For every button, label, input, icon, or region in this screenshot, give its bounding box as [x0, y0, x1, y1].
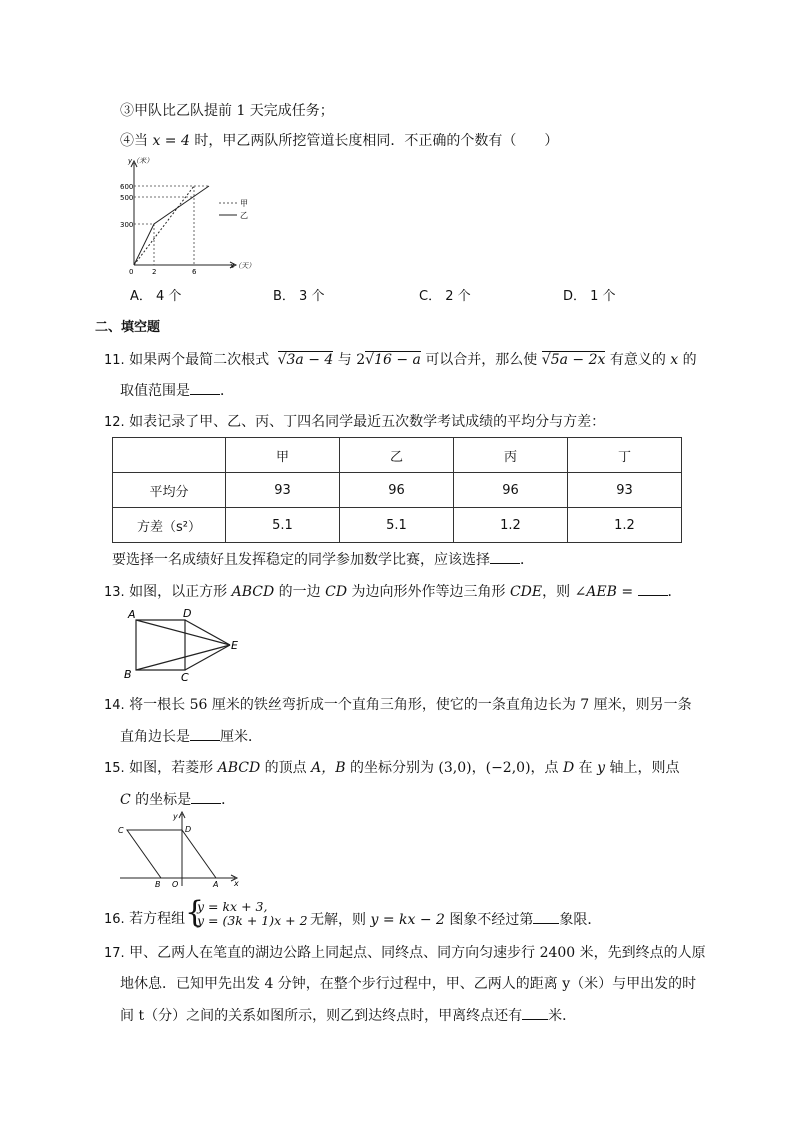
- table-header-cell: 甲: [226, 438, 340, 473]
- q11-text-e: 的: [682, 352, 697, 368]
- q16-text-b: 无解，则: [310, 912, 366, 928]
- q15-line2-a: 的坐标是: [135, 792, 192, 808]
- q15-label-c: C: [118, 826, 124, 835]
- q15-ab: A，B: [311, 760, 346, 776]
- table-cell: 1.2: [454, 508, 568, 543]
- q16-eq-2: y = (3k + 1)x + 2: [197, 913, 308, 928]
- q15-label-b: B: [155, 880, 161, 889]
- q17-number: 17.: [104, 946, 125, 961]
- q13-cde: CDE: [509, 584, 543, 600]
- q13-label-d: D: [183, 607, 192, 620]
- q13-label-a: A: [128, 608, 136, 621]
- q11-text-a: 如果两个最简二次根式: [129, 352, 270, 368]
- q10-legend-jia: 甲: [240, 199, 248, 208]
- table-header-cell: 丁: [568, 438, 682, 473]
- q14-number: 14.: [104, 698, 125, 713]
- q16-func: y = kx − 2: [370, 912, 445, 928]
- q15-c: C: [120, 792, 131, 808]
- q16-line-1: [104, 909, 185, 930]
- q16-answer-blank[interactable]: [533, 909, 559, 924]
- q11-line2-text: 取值范围是: [120, 383, 190, 399]
- q10-ytick-500: 500: [120, 194, 134, 202]
- q10-xtick-2: 2: [152, 268, 157, 276]
- q16-text-d: 象限．: [559, 912, 602, 928]
- q17-line-3: [120, 1005, 576, 1026]
- q11-radical-3: √5a − 2x: [541, 352, 606, 368]
- q17-line-1: [104, 943, 706, 964]
- q15-label-x: x: [234, 879, 239, 888]
- q17-line3-b: 米．: [548, 1008, 577, 1024]
- q15-coords: (3,0)，(−2,0): [438, 760, 531, 776]
- table-row: [113, 473, 682, 508]
- q12-number: 12.: [104, 415, 125, 430]
- q14-line1-text: 将一根长 56 厘米的铁丝弯折成一个直角三角形，使它的一条直角边长为 7 厘米，则另一条: [129, 697, 692, 713]
- q11-var-x: x: [670, 352, 679, 368]
- q10-graph: [112, 155, 272, 277]
- q15-text-d: ，点: [530, 760, 559, 776]
- q13-cd: CD: [325, 584, 348, 600]
- q11-radical-2: √16 − a: [365, 352, 421, 368]
- q15-line-2: C 的坐标是 ．: [120, 789, 235, 810]
- q11-line-1: [104, 350, 697, 371]
- q16-text-a: 若方程组: [129, 911, 186, 927]
- section-title-fill-blank: 二、填空题: [95, 320, 161, 335]
- q13-label-c: C: [181, 671, 189, 682]
- q11-rad1: 3a − 4: [286, 352, 334, 368]
- q15-abcd: ABCD: [217, 760, 261, 776]
- table-header-cell: [113, 438, 226, 473]
- q15-label-o: O: [172, 880, 179, 889]
- q15-text-c: 的坐标分别为: [349, 760, 434, 776]
- q10-legend-yi: 乙: [240, 211, 248, 220]
- q11-rad2: 16 − a: [374, 352, 421, 368]
- table-cell: 5.1: [226, 508, 340, 543]
- q10-item4-math: x = 4: [152, 133, 190, 149]
- q11-radical-1: √3a − 4: [277, 352, 334, 368]
- q13-line-1: 13. 如图，以正方形 ABCD 的一边 CD 为边向形外作等边三角形 CDE，则 ∠AEB = ．: [104, 581, 682, 603]
- table-cell: 方差（s²）: [113, 508, 226, 543]
- q13-text-d: ，则: [542, 584, 571, 600]
- table-cell: 93: [568, 473, 682, 508]
- q12-after-text: 要选择一名成绩好且发挥稳定的同学参加数学比赛，应该选择: [112, 552, 490, 568]
- q10-item4-pre: ④当: [120, 133, 148, 149]
- q10-series-jia: [134, 186, 194, 265]
- q15-figure: [115, 810, 245, 890]
- q11-text-d: 有意义的: [609, 352, 666, 368]
- q11-text-b: 与: [337, 352, 352, 368]
- q16-number: 16.: [104, 912, 125, 927]
- q14-line-2: [120, 726, 262, 747]
- table-cell: 96: [340, 473, 454, 508]
- q13-number: 13.: [104, 585, 125, 600]
- q15-y: y: [597, 760, 606, 776]
- q15-label-d: D: [185, 825, 192, 834]
- q17-line1-text: 甲、乙两人在笔直的湖边公路上同起点、同终点、同方向匀速步行 2400 米，先到终点的人原: [129, 945, 706, 961]
- q11-rad3: 5a − 2x: [550, 352, 606, 368]
- q13-angle: ∠AEB =: [574, 584, 634, 600]
- q11-answer-blank[interactable]: [190, 380, 220, 395]
- q10-option-d: D． 1 个: [563, 289, 616, 304]
- q10-x-label: x（天）: [230, 262, 256, 270]
- table-cell: 5.1: [340, 508, 454, 543]
- q15-text-a: 如图，若菱形: [129, 760, 214, 776]
- table-cell: 93: [226, 473, 340, 508]
- q16-text-c: 图象不经过第: [449, 912, 534, 928]
- q14-line2-b: 厘米．: [220, 729, 262, 745]
- q13-abcd: ABCD: [231, 584, 275, 600]
- q12-line-1: [104, 412, 605, 433]
- q17-answer-blank[interactable]: [522, 1005, 548, 1020]
- q10-xtick-6: 6: [192, 268, 197, 276]
- q11-text-c: 可以合并，那么使: [425, 352, 538, 368]
- q17-line-2: 地休息．已知甲先出发 4 分钟，在整个步行过程中，甲、乙两人的距离 y（米）与甲出发的时: [120, 976, 697, 992]
- table-cell: 1.2: [568, 508, 682, 543]
- q15-text-e: 在: [578, 760, 593, 776]
- table-cell: 平均分: [113, 473, 226, 508]
- q10-y-label: y（米）: [128, 157, 154, 165]
- q13-label-e: E: [231, 639, 238, 652]
- q10-item-3: ③甲队比乙队提前 1 天完成任务；: [120, 103, 334, 119]
- q13-figure: [118, 604, 248, 682]
- q10-item4-post: 时，甲乙两队所挖管道长度相同．不正确的个数有（ ）: [194, 133, 559, 149]
- q10-option-c: C． 2 个: [419, 289, 471, 304]
- q15-number: 15.: [104, 761, 125, 776]
- q15-answer-blank[interactable]: [191, 789, 221, 804]
- q14-line2-a: 直角边长是: [120, 729, 190, 745]
- q10-series-yi: [134, 186, 209, 265]
- q16-brace: {: [185, 895, 205, 930]
- q10-xtick-0: 0: [129, 268, 134, 276]
- q15-text-b: 的顶点: [264, 760, 307, 776]
- table-row: [113, 508, 682, 543]
- q11-coef2: 2: [356, 352, 366, 368]
- q12-text: 如表记录了甲、乙、丙、丁四名同学最近五次数学考试成绩的平均分与方差：: [129, 414, 606, 430]
- table-cell: 96: [454, 473, 568, 508]
- q14-answer-blank[interactable]: [190, 726, 220, 741]
- q15-text-f: 轴上，则点: [609, 760, 680, 776]
- q10-ytick-600: 600: [120, 183, 134, 191]
- q12-answer-blank[interactable]: [490, 549, 520, 564]
- q13-text-a: 如图，以正方形: [129, 584, 228, 600]
- table-header-cell: 乙: [340, 438, 454, 473]
- q15-line-1: [104, 758, 680, 779]
- q10-ytick-300: 300: [120, 221, 134, 229]
- q11-number: 11.: [104, 353, 125, 368]
- q13-answer-blank[interactable]: [638, 581, 668, 596]
- q11-line-2: 取值范围是 ．: [120, 380, 234, 401]
- q16-eq-1: y = kx + 3,: [197, 899, 268, 914]
- q15-label-a: A: [213, 880, 219, 889]
- q10-option-a: A． 4 个: [130, 289, 182, 304]
- q13-label-b: B: [124, 668, 132, 681]
- q10-item-4: [120, 131, 558, 151]
- q13-text-c: 为边向形外作等边三角形: [351, 584, 506, 600]
- q15-label-y: y: [173, 812, 178, 821]
- q12-score-table: [112, 437, 682, 543]
- q16-line-1-rest: [310, 909, 601, 930]
- q14-line-1: [104, 695, 692, 716]
- q15-d: D: [562, 760, 575, 776]
- table-header-cell: 丙: [454, 438, 568, 473]
- q17-line3-a: 间 t（分）之间的关系如图所示，则乙到达终点时，甲离终点还有: [120, 1008, 523, 1024]
- q10-option-b: B． 3 个: [273, 289, 325, 304]
- q12-after: 要选择一名成绩好且发挥稳定的同学参加数学比赛，应该选择 ．: [112, 549, 534, 570]
- q13-text-b: 的一边: [278, 584, 321, 600]
- table-row: [113, 438, 682, 473]
